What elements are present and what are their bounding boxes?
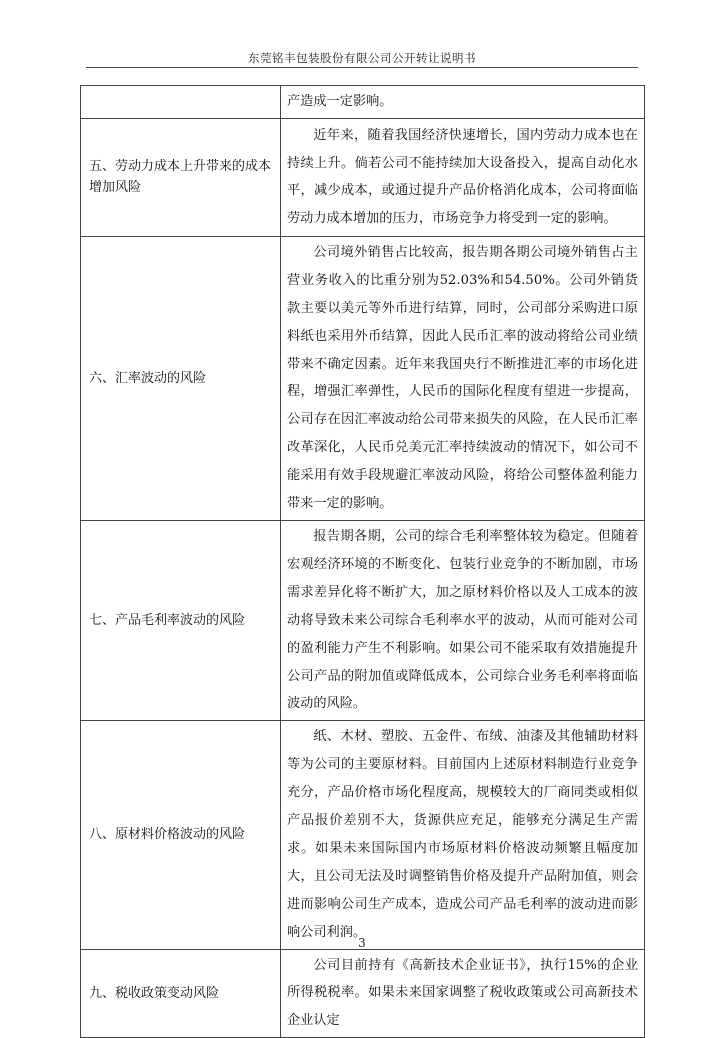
risk-description-text: 公司目前持有《高新技术企业证书》，执行15%的企业所得税税率。如果未来国家调整了税收政策或公司高新技术企业认定 bbox=[287, 957, 638, 1029]
header-rule bbox=[86, 67, 638, 68]
table-row bbox=[81, 236, 645, 520]
table-row bbox=[81, 721, 645, 949]
risk-factors-table bbox=[80, 85, 645, 1038]
page-number: 3 bbox=[358, 936, 366, 950]
risk-description-text: 近年来，随着我国经济快速增长，国内劳动力成本也在持续上升。倘若公司不能持续加大设备投入，提高自动化水平，减少成本，或通过提升产品价格消化成本，公司将面临劳动力成本增加的压力，市场竞争力将受到一定的影响。 bbox=[287, 127, 638, 227]
risk-name-cell: 六、汇率波动的风险 bbox=[81, 236, 281, 520]
risk-name-cell: 九、税收政策变动风险 bbox=[81, 949, 281, 1038]
table-row bbox=[81, 86, 645, 119]
document-header: 东莞铭丰包装股份有限公司公开转让说明书 bbox=[248, 51, 476, 65]
risk-name-cell: 五、劳动力成本上升带来的成本增加风险 bbox=[81, 118, 281, 236]
risk-description-text: 纸、木材、塑胶、五金件、布绒、油漆及其他辅助材料等为公司的主要原材料。目前国内上述原材料制造行业竞争充分，产品价格市场化程度高，规模较大的厂商同类或相似产品报价差别不大，货源供应充足，能够充分满足生产需求。如果未来国际国内市场原材料价格波动频繁且幅度加大，且公司无法及时调整销售价格及提升产品附加值，则会进而影响公司生产成本，造成公司产品毛利率的波动进而影响公司利润。 bbox=[287, 729, 638, 940]
risk-name-cell bbox=[81, 86, 281, 119]
risk-description-cell bbox=[281, 118, 645, 236]
risk-description-text: 产造成一定影响。 bbox=[287, 94, 393, 109]
risk-description-text: 报告期各期，公司的综合毛利率整体较为稳定。但随着宏观经济环境的不断变化、包装行业竞争的不断加剧，市场需求差异化将不断扩大，加之原材料价格以及人工成本的波动将导致未来公司综合毛利率水平的波动，从而可能对公司的盈利能力产生不利影响。如果公司不能采取有效措施提升公司产品的附加值或降低成本，公司综合业务毛利率将面临波动的风险。 bbox=[287, 528, 638, 712]
table-row bbox=[81, 949, 645, 1038]
risk-description-cell bbox=[281, 949, 645, 1038]
risk-description-cell bbox=[281, 721, 645, 949]
table-row bbox=[81, 118, 645, 236]
table-row bbox=[81, 520, 645, 720]
risk-description-cell bbox=[281, 86, 645, 119]
risk-name-cell: 七、产品毛利率波动的风险 bbox=[81, 520, 281, 720]
risk-description-cell bbox=[281, 236, 645, 520]
risk-name-cell: 八、原材料价格波动的风险 bbox=[81, 721, 281, 949]
risk-description-cell bbox=[281, 520, 645, 720]
risk-description-text: 公司境外销售占比较高，报告期各期公司境外销售占主营业务收入的比重分别为52.03%和54.50%。公司外销货款主要以美元等外币进行结算，同时，公司部分采购进口原料纸也采用外币结算，因此人民币汇率的波动将给公司业绩带来不确定因素。近年来我国央行不断推进汇率的市场化进程，增强汇率弹性，人民币的国际化程度有望进一步提高，公司存在因汇率波动给公司带来损失的风险，在人民币汇率改革深化，人民币兑美元汇率持续波动的情况下，如公司不能采用有效手段规避汇率波动风险，将给公司整体盈利能力带来一定的影响。 bbox=[287, 244, 638, 512]
